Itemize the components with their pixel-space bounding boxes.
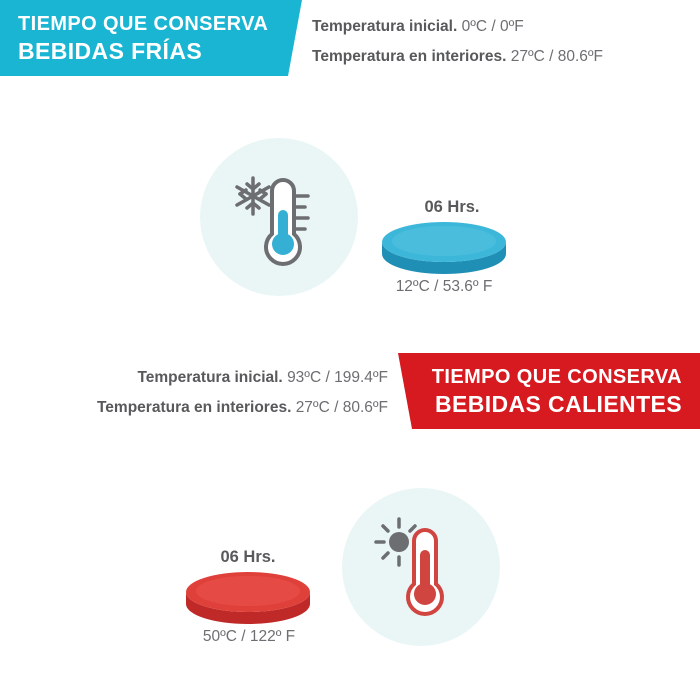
hot-spec-label: Temperatura en interiores. [96,399,292,416]
hot-spec-value: 27ºC / 80.6ºF [295,399,388,416]
cold-spec-value: 27ºC / 80.6ºF [510,48,604,65]
cold-spec-row [312,12,603,42]
cold-disc [380,220,508,276]
cold-spec-label: Temperatura en interiores. [312,48,507,65]
hot-banner-line1: TIEMPO QUE CONSERVA [431,366,682,388]
cold-banner [0,0,288,76]
sun-thermometer-icon [342,488,500,646]
hot-spec-row [97,363,388,393]
cold-specs [312,12,603,72]
hot-result-temp: 50ºC / 122º F [202,628,296,645]
cold-result-temp: 12ºC / 53.6º F [395,278,493,295]
hot-specs [97,363,388,423]
cold-banner-line2: BEBIDAS FRÍAS [18,38,203,64]
cold-banner-line1: TIEMPO QUE CONSERVA [18,13,269,35]
snowflake-thermometer-icon [200,138,358,296]
hot-spec-value: 93ºC / 199.4ºF [287,369,388,386]
hot-hours-label: 06 Hrs. [220,548,276,566]
hot-icon-badge [342,488,500,646]
cold-spec-value: 0ºC / 0ºF [461,18,524,35]
hot-spec-row [97,393,388,423]
hot-spec-label: Temperatura inicial. [137,369,283,386]
cold-spec-row [312,42,603,72]
cold-spec-label: Temperatura inicial. [312,18,458,35]
hot-banner [412,353,700,429]
hot-banner-line2: BEBIDAS CALIENTES [434,391,682,417]
cold-icon-badge [200,138,358,296]
hot-disc [184,570,312,626]
cold-hours-label: 06 Hrs. [424,198,480,216]
